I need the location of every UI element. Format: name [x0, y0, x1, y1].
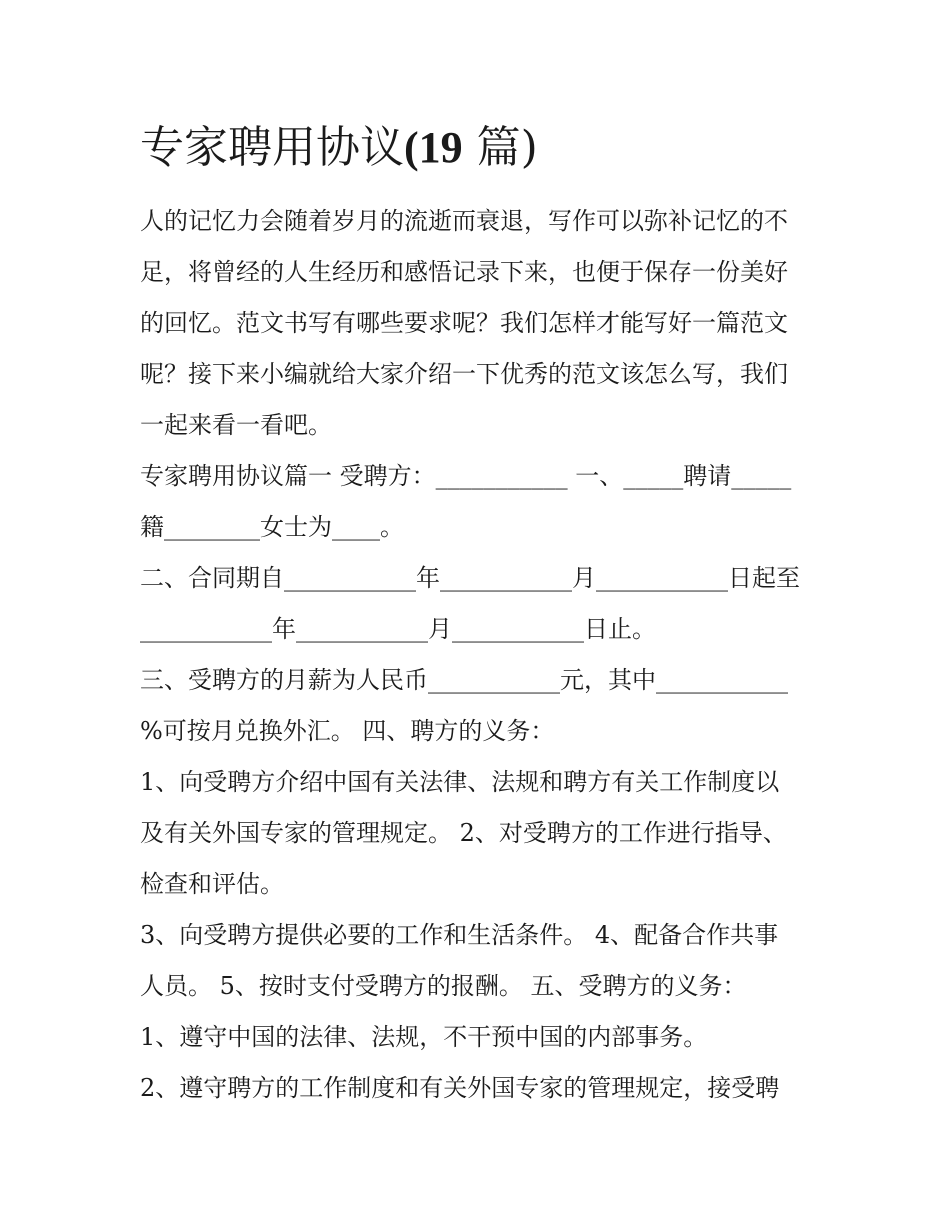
text-line: 专家聘用协议篇一 受聘方：___________ 一、_____聘请_____ — [140, 462, 792, 490]
text-line: 呢？接下来小编就给大家介绍一下优秀的范文该怎么写，我们 — [140, 360, 788, 388]
title-count: (19 — [404, 123, 463, 172]
text-line: 及有关外国专家的管理规定。 2、对受聘方的工作进行指导、 — [140, 819, 787, 847]
document-title — [140, 118, 538, 178]
text-line: 3、向受聘方提供必要的工作和生活条件。 4、配备合作共事 — [140, 921, 779, 949]
title-text: 专家聘用协议 — [140, 122, 404, 173]
text-line: 人的记忆力会随着岁月的流逝而衰退，写作可以弥补记忆的不 — [140, 207, 788, 235]
document-body — [140, 196, 820, 1114]
text-line: 人员。 5、按时支付受聘方的报酬。 五、受聘方的义务： — [140, 972, 747, 1000]
text-line: 籍________女士为____。 — [140, 513, 404, 541]
text-line: 三、受聘方的月薪为人民币___________元，其中___________ — [140, 666, 788, 694]
text-line: 二、合同期自___________年___________月___________日起至 — [140, 564, 800, 592]
text-line: ___________年___________月___________日止。 — [140, 615, 656, 643]
text-line: %可按月兑换外汇。 四、聘方的义务： — [140, 717, 555, 745]
title-unit: 篇) — [462, 122, 538, 173]
text-line: 足，将曾经的人生经历和感悟记录下来，也便于保存一份美好 — [140, 258, 788, 286]
text-line: 的回忆。范文书写有哪些要求呢？我们怎样才能写好一篇范文 — [140, 309, 788, 337]
text-line: 检查和评估。 — [140, 870, 284, 898]
text-line: 1、遵守中国的法律、法规，不干预中国的内部事务。 — [140, 1023, 708, 1051]
text-line: 1、向受聘方介绍中国有关法律、法规和聘方有关工作制度以 — [140, 768, 780, 796]
text-line: 一起来看一看吧。 — [140, 411, 332, 439]
text-line: 2、遵守聘方的工作制度和有关外国专家的管理规定，接受聘 — [140, 1074, 780, 1102]
